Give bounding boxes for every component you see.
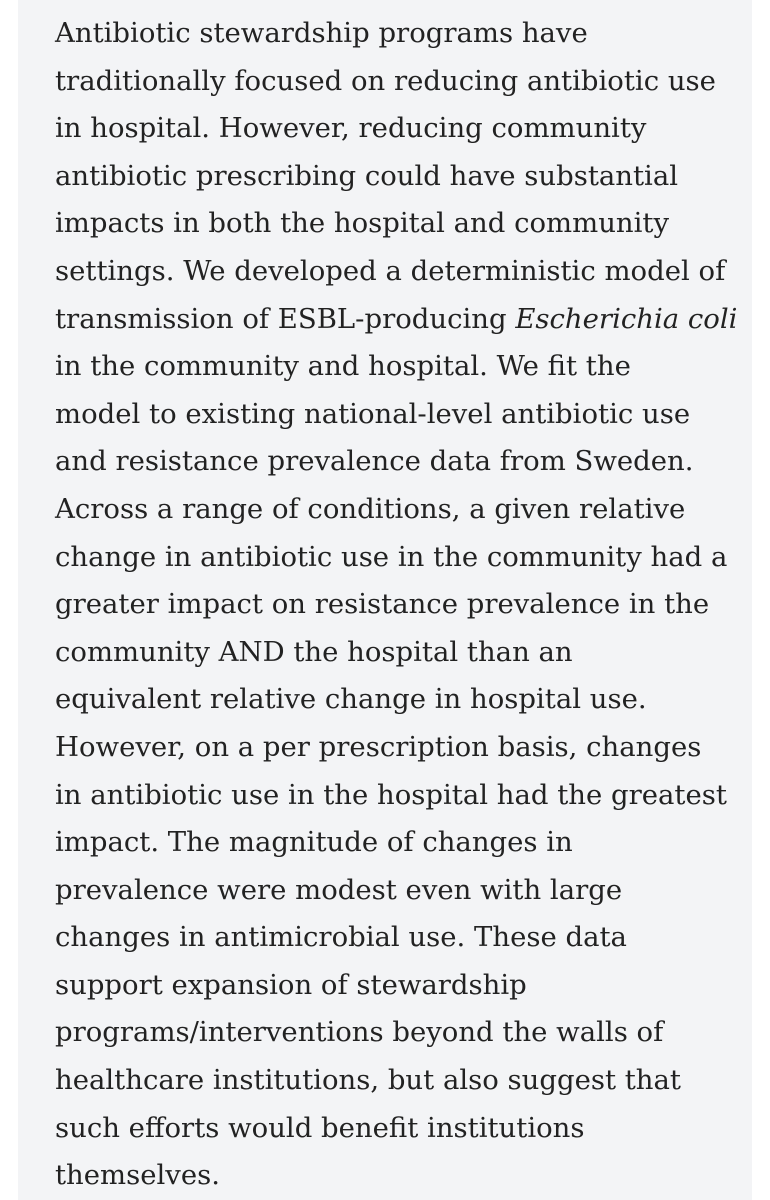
abstract-line-text: transmission of ESBL-producing <box>55 302 516 335</box>
abstract-line <box>55 296 755 344</box>
abstract-line: traditionally focused on reducing antibiotic use <box>55 64 716 97</box>
abstract-text <box>55 10 755 1200</box>
abstract-line: changes in antimicrobial use. These data <box>55 921 627 954</box>
abstract-line: equivalent relative change in hospital use. <box>55 683 647 716</box>
abstract-line: such efforts would benefit institutions <box>55 1111 585 1144</box>
abstract-line: community AND the hospital than an <box>55 635 573 668</box>
abstract-line: model to existing national-level antibiotic use <box>55 397 691 430</box>
abstract-line: in hospital. However, reducing community <box>55 112 647 145</box>
abstract-line: programs/interventions beyond the walls of <box>55 1016 664 1049</box>
abstract-line: themselves. <box>55 1159 220 1192</box>
abstract-line: However, on a per prescription basis, changes <box>55 730 702 763</box>
abstract-line: settings. We developed a deterministic model of <box>55 254 726 287</box>
abstract-line: support expansion of stewardship <box>55 968 527 1001</box>
abstract-line: and resistance prevalence data from Sweden. <box>55 445 694 478</box>
species-name-italic: Escherichia coli <box>515 302 738 335</box>
abstract-line: greater impact on resistance prevalence in the <box>55 588 710 621</box>
abstract-line: healthcare institutions, but also suggest that <box>55 1064 681 1097</box>
abstract-line: Antibiotic stewardship programs have <box>55 17 588 49</box>
abstract-line: Across a range of conditions, a given relative <box>55 492 686 525</box>
abstract-line: antibiotic prescribing could have substantial <box>55 159 679 192</box>
abstract-line: in the community and hospital. We fit the <box>55 350 631 383</box>
abstract-line: impacts in both the hospital and community <box>55 207 669 240</box>
abstract-line: in antibiotic use in the hospital had the greatest <box>55 778 727 811</box>
abstract-line: prevalence were modest even with large <box>55 873 623 906</box>
abstract-line: change in antibiotic use in the community had a <box>55 540 728 573</box>
abstract-line: impact. The magnitude of changes in <box>55 826 573 859</box>
